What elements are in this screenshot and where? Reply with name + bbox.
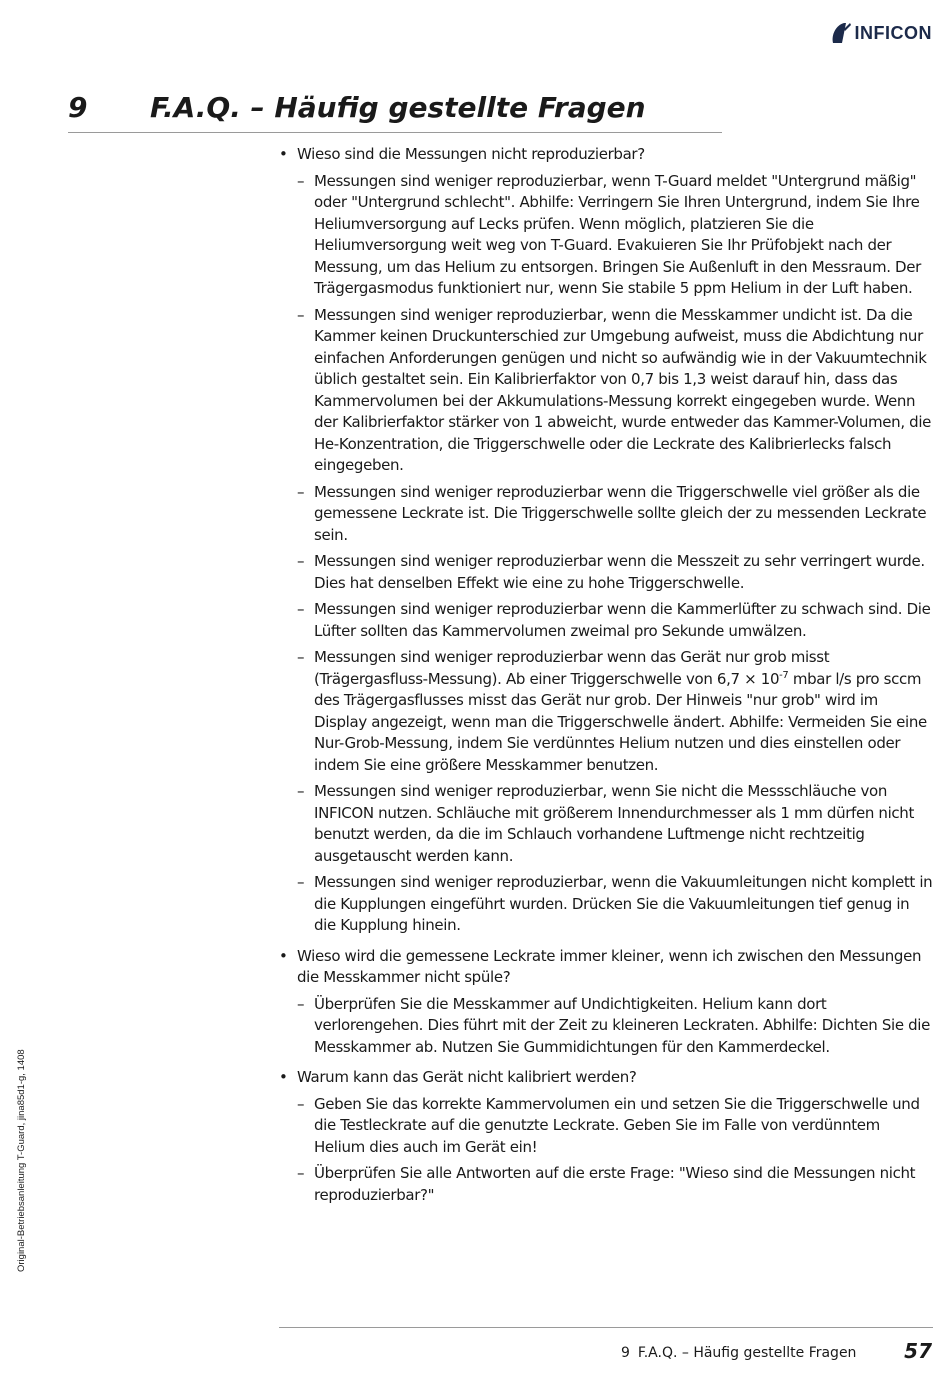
answer-text: Messungen sind weniger reproduzierbar, wenn T-Guard meldet "Untergrund mäßig" oder "Untergrund schlecht". Abhilfe: Verringern Sie Ihren Untergrund, indem Sie Ihre Heliumversorgung auf Lecks prüfen. Wenn möglich, platzieren Sie die Heliumversorgung weit weg von T-Guard. Evakuieren Sie Ihr Prüfobjekt nach der Messung, um das Helium zu entsorgen. Bringen Sie Außenluft in den Messraum. Der Trägergasmodus funktioniert nur, wenn Sie stabile 5 ppm Helium in der Luft haben. — [314, 171, 921, 297]
faq-answer — [279, 1094, 933, 1159]
dash-marker: – — [297, 552, 305, 570]
footer-divider — [279, 1327, 933, 1328]
faq-answer — [279, 994, 933, 1059]
dash-marker: – — [297, 994, 305, 1013]
chapter-number: 9 — [68, 91, 88, 124]
faq-answer — [279, 599, 933, 642]
faq-question: • Wieso sind die Messungen nicht reproduzierbar? — [279, 144, 933, 166]
logo-text: INFICON — [854, 22, 932, 43]
faq-answer — [279, 781, 933, 867]
dash-marker: – — [297, 305, 305, 324]
inficon-logo-icon — [830, 21, 852, 45]
dash-marker: – — [297, 1094, 305, 1113]
faq-answer — [279, 872, 933, 937]
answer-text: Messungen sind weniger reproduzierbar, wenn die Vakuumleitungen nicht komplett in die Kupplungen eingeführt wurden. Drücken Sie die Vakuumleitungen tief genug in die Kupplung hinein. — [314, 873, 933, 934]
footer-chapter-number: 9 — [621, 1345, 630, 1361]
answer-text: Überprüfen Sie die Messkammer auf Undichtigkeiten. Helium kann dort verlorengehen. Dies führt mit der Zeit zu kleineren Leckraten. Abhilfe: Dichten Sie die Messkammer ab. Nutzen Sie Gummidichtungen für den Kammerdeckel. — [314, 994, 931, 1056]
dash-marker: – — [297, 648, 305, 666]
dash-marker: – — [297, 1164, 305, 1182]
chapter-heading — [68, 88, 722, 133]
faq-answer — [279, 647, 933, 776]
dash-marker: – — [297, 873, 305, 891]
faq-answer — [279, 551, 933, 594]
chapter-title: F.A.Q. – Häufig gestellte Fragen — [150, 91, 646, 124]
inficon-logo — [830, 20, 933, 46]
dash-marker: – — [297, 482, 305, 501]
faq-answer — [279, 305, 933, 477]
faq-answer — [279, 1163, 933, 1206]
dash-marker: – — [297, 171, 305, 190]
faq-content — [279, 144, 933, 1211]
answer-text: Messungen sind weniger reproduzierbar wenn die Messzeit zu sehr verringert wurde. Dies hat denselben Effekt wie eine zu hohe Triggerschwelle. — [314, 552, 925, 592]
faq-answer — [279, 482, 933, 547]
faq-question: • Wieso wird die gemessene Leckrate immer kleiner, wenn ich zwischen den Messungen die Messkammer nicht spüle? — [279, 946, 933, 989]
dash-marker: – — [297, 600, 305, 618]
answer-text-before: Messungen sind weniger reproduzierbar wenn das Gerät nur grob misst (Trägergasfluss-Messung). Ab einer Triggerschwelle von 6,7 × 10 — [314, 648, 830, 688]
page-number: 57 — [904, 1339, 932, 1363]
faq-answer — [279, 171, 933, 300]
answer-text: Überprüfen Sie alle Antworten auf die erste Frage: "Wieso sind die Messungen nicht reproduzierbar?" — [314, 1164, 916, 1204]
answer-text-after: mbar l/s pro sccm des Trägergasflusses misst das Gerät nur grob. Der Hinweis "nur grob" wird im Display angezeigt, wenn man die Triggerschwelle ändert. Abhilfe: Vermeiden Sie eine Nur-Grob-Messung, indem Sie verdünntes Helium nutzen und dies einstellen oder indem Sie eine größere Messkammer benutzen. — [314, 669, 927, 774]
exponent: -7 — [779, 669, 789, 681]
footer-chapter-title: F.A.Q. – Häufig gestellte Fragen — [637, 1345, 857, 1361]
answer-text: Messungen sind weniger reproduzierbar wenn die Kammerlüfter zu schwach sind. Die Lüfter sollten das Kammervolumen zweimal pro Sekunde umwälzen. — [314, 600, 931, 640]
answer-text: Messungen sind weniger reproduzierbar, wenn Sie nicht die Messschläuche von INFICON nutzen. Schläuche mit größerem Innendurchmesser als 1 mm dürfen nicht benutzt werden, da die im Schlauch vorhandene Luftmenge nicht rechtzeitig ausgetauscht werden kann. — [314, 782, 914, 865]
answer-text: Geben Sie das korrekte Kammervolumen ein und setzen Sie die Triggerschwelle und die Testleckrate auf die genutzte Leckrate. Geben Sie im Falle von verdünntem Helium dies auch im Gerät ein! — [314, 1094, 920, 1156]
dash-marker: – — [297, 782, 305, 800]
answer-text: Messungen sind weniger reproduzierbar, wenn die Messkammer undicht ist. Da die Kammer keinen Druckunterschied zur Umgebung aufweist, muss die Abdichtung nur einfachen Anforderungen genügen und nicht so aufwändig wie in der Vakuumtechnik üblich gestaltet sein. Ein Kalibrierfaktor von 0,7 bis 1,3 weist darauf hin, dass das Kammervolumen bei der Akkumulations-Messung korrekt eingegeben wurde. Wenn der Kalibrierfaktor stärker von 1 abweicht, wurde entweder das Kammer-Volumen, die He-Konzentration, die Triggerschwelle oder die Leckrate des Kalibrierlecks falsch eingegeben. — [314, 305, 932, 474]
footer-chapter — [621, 1343, 856, 1363]
document-reference: Original-Betriebsanleitung T-Guard, jina85d1-g, 1408 — [16, 1049, 27, 1272]
faq-question: • Warum kann das Gerät nicht kalibriert werden? — [279, 1067, 933, 1089]
answer-text: Messungen sind weniger reproduzierbar wenn die Triggerschwelle viel größer als die gemessene Leckrate ist. Die Triggerschwelle sollte gleich der zu messenden Leckrate sein. — [314, 482, 927, 544]
